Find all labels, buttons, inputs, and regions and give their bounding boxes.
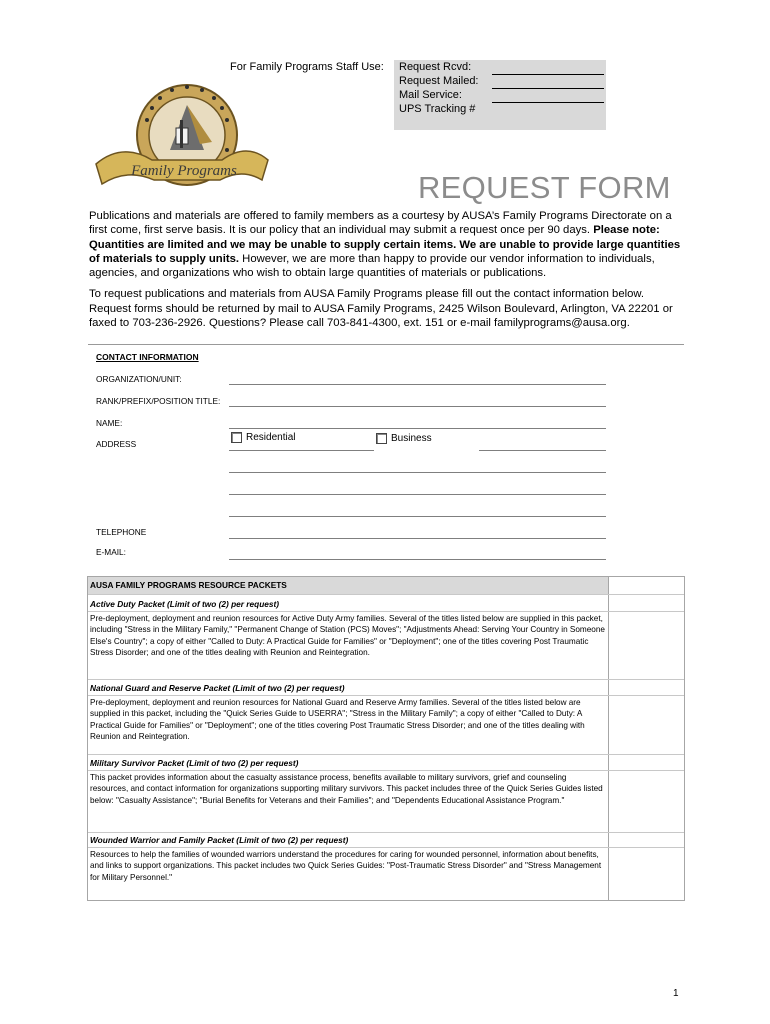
business-option[interactable] xyxy=(376,433,432,444)
intro-text xyxy=(89,209,685,337)
packet-desc-active-duty: Pre-deployment, deployment and reunion resources for Active Duty Army families. Several of the titles listed below are supplied in this packet, including "Stress in the Military Family," "Permanent Change of Station (PCS) Moves"; "Adjustments Ahead: Serving Your Country in Someone Else's Country"; a copy of either "Called to Duty: A Practical Guide for Families" or "Deployment"; one of the titles covering Post Traumatic Stress Disorder; and one of the titles dealing with Reunion and Reintegration. xyxy=(90,614,605,657)
email-label: E-MAIL: xyxy=(96,547,126,557)
packet-title-survivor: Military Survivor Packet (Limit of two (2) per request) xyxy=(90,758,299,768)
address-line-3[interactable] xyxy=(229,494,606,495)
row-divider xyxy=(88,770,684,771)
staff-use-box xyxy=(394,60,606,130)
row-divider xyxy=(88,754,684,755)
resource-packets-table xyxy=(87,576,685,901)
mail-service-line[interactable] xyxy=(492,102,604,103)
name-label: NAME: xyxy=(96,418,123,428)
org-unit-field[interactable] xyxy=(229,384,606,385)
address-label: ADDRESS xyxy=(96,439,137,449)
packet-desc-guard-reserve: Pre-deployment, deployment and reunion resources for National Guard and Reserve Army families. Several of the titles listed below are supplied in this packet, including the "Quick Series Guide to USERRA"; "Stress in the Military Family"; a copy of either "Called to Duty: A Practical Guide for Families" or "Deployment"; one of the titles covering Post Traumatic Stress Disorder; and one of the titles dealing with Reunion and Reintegration. xyxy=(90,698,585,741)
packet-title-guard-reserve: National Guard and Reserve Packet (Limit of two (2) per request) xyxy=(90,683,345,693)
rank-title-field[interactable] xyxy=(229,406,606,407)
residential-option[interactable] xyxy=(231,432,295,443)
business-label: Business xyxy=(391,433,432,444)
row-divider xyxy=(88,695,684,696)
address-line-business[interactable] xyxy=(479,450,606,451)
name-field[interactable] xyxy=(229,428,606,429)
svg-text:Family Programs: Family Programs xyxy=(131,163,237,179)
packet-desc-wounded-warrior: Resources to help the families of wounded warriors understand the procedures for caring for wounded personnel, information about benefits, and links to support organizations. This packet includes two Quick Series Guides: "Post-Traumatic Stress Disorder" and "Stress Management for Military Personnel." xyxy=(90,850,602,882)
request-mailed-label: Request Mailed: xyxy=(399,75,479,87)
address-line-residential[interactable] xyxy=(229,450,374,451)
address-line-4[interactable] xyxy=(229,516,606,517)
quantity-cell-guard-reserve[interactable] xyxy=(609,695,684,752)
ausa-family-programs-logo xyxy=(92,80,270,200)
staff-use-label: For Family Programs Staff Use: xyxy=(230,61,384,73)
intro-p1-part-a: Publications and materials are offered to family members as a courtesy by AUSA’s Family Programs Directorate on a first come, first serve basis. It is our policy that an individual may submit a request once per 90 days. xyxy=(89,210,672,237)
mail-service-label: Mail Service: xyxy=(399,89,462,101)
rank-title-label: RANK/PREFIX/POSITION TITLE: xyxy=(96,396,221,406)
request-mailed-line[interactable] xyxy=(492,88,604,89)
row-divider xyxy=(88,611,684,612)
row-divider xyxy=(88,847,684,848)
business-checkbox[interactable] xyxy=(376,433,387,444)
packets-heading: AUSA FAMILY PROGRAMS RESOURCE PACKETS xyxy=(88,577,609,594)
telephone-field[interactable] xyxy=(229,538,606,539)
email-field[interactable] xyxy=(229,559,606,560)
ups-tracking-label: UPS Tracking # xyxy=(399,103,476,115)
residential-checkbox[interactable] xyxy=(231,432,242,443)
row-divider xyxy=(88,832,684,833)
quantity-cell-survivor[interactable] xyxy=(609,770,684,830)
row-divider xyxy=(88,594,684,595)
residential-label: Residential xyxy=(246,432,296,443)
packet-desc-survivor: This packet provides information about the casualty assistance process, benefits available to military survivors, grief and counseling resources, and contact information for organizations supporting military survivors. This packet includes three of the Quick Series Guides listed below: "Casualty Assistance"; "Burial Benefits for Veterans and their Families"; and "Dependents Educational Assistance Program." xyxy=(90,773,603,805)
intro-paragraph-1 xyxy=(89,209,685,280)
section-divider xyxy=(88,344,684,345)
packet-title-wounded-warrior: Wounded Warrior and Family Packet (Limit of two (2) per request) xyxy=(90,835,349,845)
address-line-2[interactable] xyxy=(229,472,606,473)
request-received-label: Request Rcvd: xyxy=(399,61,472,73)
page-number: 1 xyxy=(673,988,679,999)
row-divider xyxy=(88,679,684,680)
intro-paragraph-2: To request publications and materials from AUSA Family Programs please fill out the contact information below. Request forms should be returned by mail to AUSA Family Programs, 2425 Wilson Boulevard, Arlington, VA 22201 or faxed to 703-236-2926. Questions? Please call 703-841-4300, ext. 151 or e-mail familyprograms@ausa.org. xyxy=(89,288,673,330)
org-unit-label: ORGANIZATION/UNIT: xyxy=(96,374,182,384)
quantity-cell-wounded-warrior[interactable] xyxy=(609,847,684,899)
quantity-cell-active-duty[interactable] xyxy=(609,611,684,677)
telephone-label: TELEPHONE xyxy=(96,527,147,537)
contact-heading: CONTACT INFORMATION xyxy=(96,352,199,362)
packet-title-active-duty: Active Duty Packet (Limit of two (2) per request) xyxy=(90,599,280,609)
request-received-line[interactable] xyxy=(492,74,604,75)
page-title: REQUEST FORM xyxy=(418,170,671,205)
intro-p1-bold: Please note: Quantities are limited and we may be unable to supply certain items. We are unable to provide large quantities of materials to supply units. xyxy=(89,224,681,265)
intro-p1-part-b: However, we are more than happy to provide our vendor information to individuals, agencies, and organizations who wish to obtain large quantities of materials or publications. xyxy=(89,252,655,280)
